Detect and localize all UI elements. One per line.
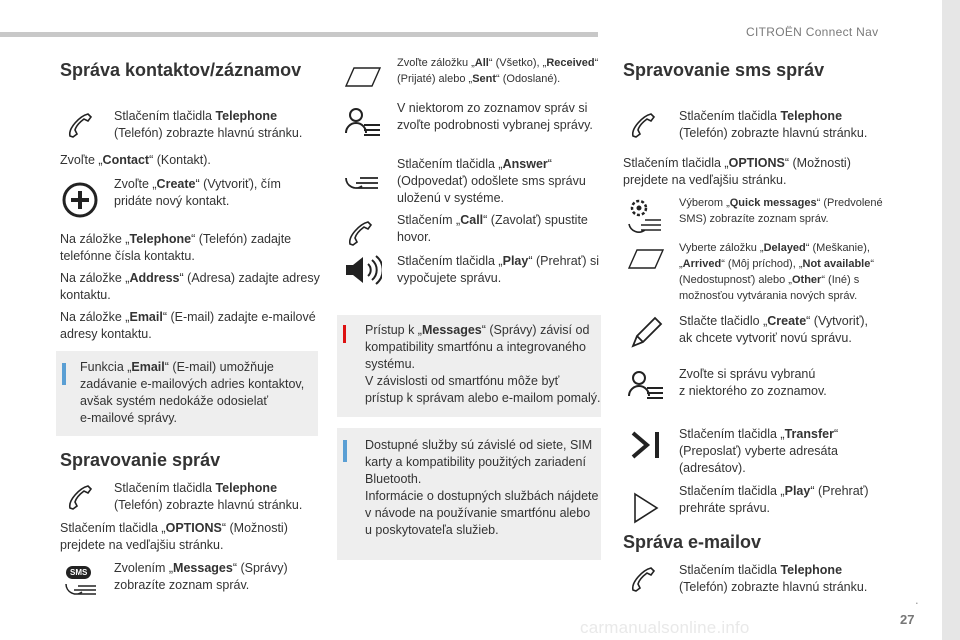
text-call: Stlačením „Call“ (Zavolať) spustite hovor. [397,213,588,244]
text-quick-messages: Výberom „Quick messages“ (Predvolené SMS) zobrazíte zoznam správ. [679,197,883,225]
tab-parallelogram-icon [342,58,382,98]
person-list-icon [625,366,665,406]
info-note-services [337,428,601,560]
info-note-email [56,351,318,436]
page-number: 27 [900,612,915,627]
section-title-email: Správa e-mailov [623,532,762,552]
text-play: Stlačením tlačidla „Play“ (Prehrať) si vypočujete správu. [397,254,599,285]
forward-arrow-icon [625,425,665,465]
add-circle-icon [60,180,100,220]
text-tabs-all-received-sent: Zvoľte záložku „All“ (Všetko), „Received“ (Prijaté) alebo „Sent“ (Odoslané). [397,57,599,85]
text-options: Stlačením tlačidla „OPTIONS“ (Možnosti) prejdete na vedľajšiu stránku. [60,521,288,552]
page-edge-strip [942,0,960,640]
text-open-telephone-2: Stlačením tlačidla Telephone (Telefón) zobrazte hlavnú stránku. [114,481,303,512]
person-list-icon [342,103,382,143]
text-select-contact: Zvoľte „Contact“ (Kontakt). [60,153,211,167]
play-triangle-icon [625,488,665,528]
section-title-messages: Spravovanie správ [60,450,221,470]
phone-handset-icon [625,106,665,146]
tab-parallelogram-icon [625,240,665,280]
text-play-sms: Stlačením tlačidla „Play“ (Prehrať) prehráte správu. [679,484,869,515]
phone-handset-icon [62,478,102,518]
text-open-telephone-3: Stlačením tlačidla Telephone (Telefón) zobrazte hlavnú stránku. [679,109,868,140]
warning-icon [343,325,346,343]
text-messages-list: Zvolením „Messages“ (Správy) zobrazíte zoznam správ. [114,561,288,592]
gear-list-icon [625,196,665,236]
watermark: carmanualsonline.info [580,618,750,637]
phone-handset-icon [62,106,102,146]
section-title-sms: Spravovanie sms správ [623,60,825,80]
text-options-2: Stlačením tlačidla „OPTIONS“ (Možnosti) prejdete na vedľajšiu stránku. [623,156,851,187]
text-sms-tabs: Vyberte záložku „Delayed“ (Meškanie), „Arrived“ (Môj príchod), „Not available“ (Nedostupnosť) alebo „Other“ (Iné) s možnosťou vytvárania nových správ. [679,242,875,302]
text-tab-address: Na záložke „Address“ (Adresa) zadajte adresy kontaktu. [60,271,320,302]
text-select-sms: Zvoľte si správu vybranú z niektorého zo zoznamov. [679,367,827,398]
sms-list-icon [60,562,100,602]
text-create-contact: Zvoľte „Create“ (Vytvoriť), čím pridáte nový kontakt. [114,177,281,208]
text-tab-email: Na záložke „Email“ (E-mail) zadajte e-mailové adresy kontaktu. [60,310,316,341]
sms-badge: SMS [66,566,91,579]
text-transfer: Stlačením tlačidla „Transfer“ (Preposlať) vyberte adresáta (adresátov). [679,427,839,475]
pencil-icon [625,312,665,352]
text-select-detail: V niektorom zo zoznamov správ si zvoľte podrobnosti vybranej správy. [397,101,593,132]
text-open-telephone: Stlačením tlačidla Telephone (Telefón) zobrazte hlavnú stránku. [114,109,303,140]
info-marker-icon [343,440,347,462]
info-note-text: Funkcia „Email“ (E-mail) umožňuje zadávanie e-mailových adries kontaktov, avšak systém nedokáže odosielať e-mailové správy. [80,360,305,425]
page-dot: . [915,592,919,607]
text-open-telephone-4: Stlačením tlačidla Telephone (Telefón) zobrazte hlavnú stránku. [679,563,868,594]
reply-bubble-icon [342,156,382,196]
text-tab-telephone: Na záložke „Telephone“ (Telefón) zadajte telefónne čísla kontaktu. [60,232,292,263]
warning-note [337,315,601,417]
header-rule [0,32,598,37]
text-create-sms: Stlačte tlačidlo „Create“ (Vytvoriť), ak chcete vytvoriť novú správu. [679,314,869,345]
section-title-contacts: Správa kontaktov/záznamov [60,60,302,80]
phone-handset-icon [342,214,382,254]
warning-note-text: Prístup k „Messages“ (Správy) závisí od kompatibility smartfónu a integrovaného systému. V závislosti od smartfónu môže byť prístup k správam alebo e-mailom pomalý. [365,323,601,405]
info-marker-icon [62,363,66,385]
brand-label: CITROËN Connect Nav [746,25,879,39]
speaker-icon [342,250,382,290]
text-answer: Stlačením tlačidla „Answer“ (Odpovedať) odošlete sms správu uloženú v systéme. [397,157,586,205]
phone-handset-icon [625,560,665,600]
info-note-services-text: Dostupné služby sú závislé od siete, SIM karty a kompatibility použitých zariadení Bluetooth. Informácie o dostupných službách nájdete v návode na používanie smartfónu alebo u poskytovateľa služieb. [365,438,599,537]
